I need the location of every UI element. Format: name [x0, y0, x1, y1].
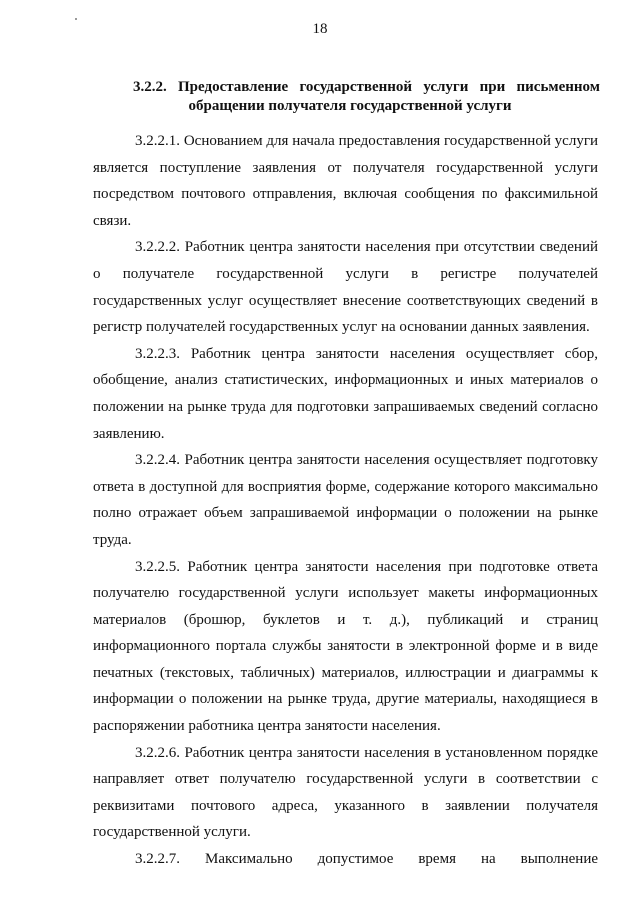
paragraph-number: 3.2.2.3. — [135, 345, 180, 362]
paragraph-number: 3.2.2.2. — [135, 239, 180, 256]
paragraph-text: Основанием для начала предоставления государственной услуги является поступление заявления от получателя государственной услуги посредством почтового отправления, включая сообщения по факсимильной связи. — [93, 133, 599, 229]
paragraph-text: Работник центра занятости населения при подготовке ответа получателю государственной услуги использует макеты информационных материалов (брошюр, буклетов и т. д.), публикаций и страниц информационного портала службы занятости в электронной форме и в виде печатных (текстовых, табличных) материалов, иллюстрации и диаграммы к информации о положении на рынке труда, другие материалы, находящиеся в распоряжении работника центра занятости населения. — [93, 558, 598, 735]
paragraph-text: Работник центра занятости населения осуществляет сбор, обобщение, анализ статистических, информационных и иных материалов о положении на рынке труда для подготовки запрашиваемых сведений согласно заявлению. — [93, 345, 598, 442]
paragraph-3-2-2-7 — [93, 846, 598, 873]
section-heading-line1 — [133, 78, 600, 97]
paragraph-text: Работник центра занятости населения осуществляет подготовку ответа в доступной для восприятия форме, содержание которого максимально полно отражает объем запрашиваемой информации о положении на рынке труда. — [93, 452, 599, 548]
section-heading-number: 3.2.2. — [133, 79, 167, 95]
paragraph-text: Работник центра занятости населения при отсутствии сведений о получателе государственной услуги в регистре получателей государственных услуг осуществляет внесение соответствующих сведений в регистр получателей государственных услуг на основании данных заявления. — [93, 239, 598, 336]
paragraph-3-2-2-5 — [93, 554, 598, 740]
paragraph-3-2-2-4 — [93, 447, 598, 553]
paragraph-number: 3.2.2.7. — [135, 851, 180, 868]
paragraph-number: 3.2.2.6. — [135, 744, 180, 761]
paragraph-number: 3.2.2.4. — [135, 452, 180, 469]
section-heading — [100, 78, 600, 116]
paragraph-text: Работник центра занятости населения в установленном порядке направляет ответ получателю государственной услуги в соответствии с реквизитами почтового адреса, указанного в заявлении получателя государственной услуги. — [93, 744, 598, 841]
paragraph-text: Максимально допустимое время на выполнение — [205, 851, 598, 868]
section-heading-title-part1: Предоставление государственной услуги при письменном — [178, 79, 600, 95]
paragraph-number: 3.2.2.1. — [135, 133, 180, 149]
paragraph-3-2-2-6 — [93, 740, 598, 846]
section-heading-title-part2: обращении получателя государственной услуги — [188, 98, 512, 114]
paragraph-3-2-2-3 — [93, 341, 598, 447]
paragraph-number: 3.2.2.5. — [135, 558, 180, 575]
paragraph-3-2-2-2 — [93, 234, 598, 340]
document-body — [93, 128, 598, 873]
page-number: 18 — [312, 21, 328, 37]
paragraph-3-2-2-1 — [93, 128, 598, 234]
